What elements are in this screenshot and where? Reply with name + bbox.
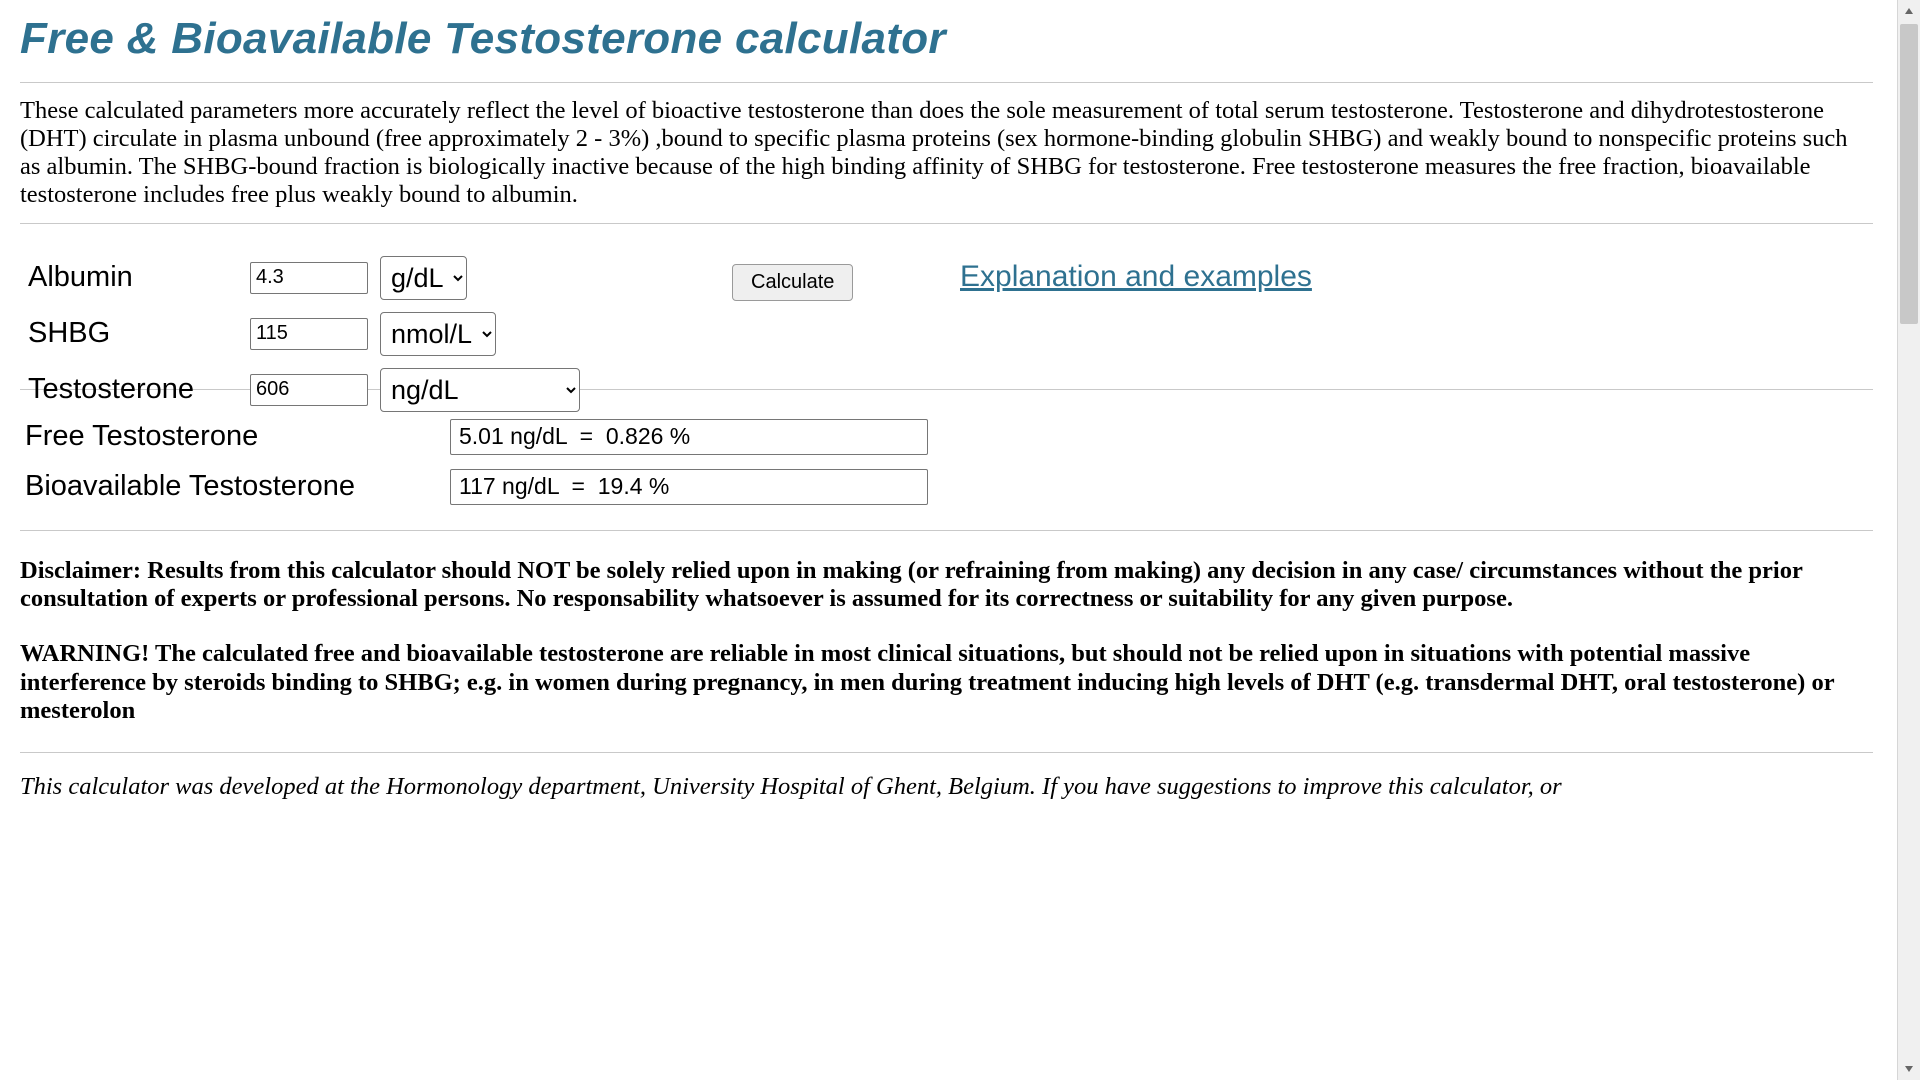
field-row-shbg [28,306,580,362]
footer-note: This calculator was developed at the Hormonology department, University Hospital of Ghent, Belgium. If you have suggestions to improve this calculator, or [20,772,1562,800]
explanation-link[interactable]: Explanation and examples [960,259,1312,293]
results-panel [20,390,1873,530]
scroll-up-icon[interactable] [1898,0,1920,22]
scrollbar-thumb[interactable] [1900,24,1918,324]
free-testosterone-output [450,419,928,455]
label-testosterone: Testosterone [28,373,195,406]
albumin-input[interactable] [250,262,368,294]
scroll-down-icon[interactable] [1898,1058,1920,1080]
field-row-albumin [28,250,580,306]
shbg-unit-select[interactable] [380,312,496,356]
calculate-button[interactable]: Calculate [732,264,853,301]
divider-top [20,82,1873,83]
label-shbg: SHBG [28,317,111,350]
disclaimer-text: Disclaimer: Results from this calculator should NOT be solely relied upon in making (or refraining from making) any decision in any case/ circumstances without the prior consultation of experts or professional persons. No responsability whatsoever is assumed for its correctness or suitability for any given purpose. [20,556,1803,613]
label-albumin: Albumin [28,261,133,294]
bioavailable-testosterone-output [450,469,928,505]
result-row-bioavailable [20,462,1873,512]
result-row-free [20,412,1873,462]
warning-text: WARNING! The calculated free and bioavailable testosterone are reliable in most clinical situations, but should not be relied upon in situations with potential massive interference by steroids binding to SHBG; e.g. in women during pregnancy, in men during treatment inducing high levels of DHT (e.g. transdermal DHT, oral testosterone) or mesterolon [20,640,1835,725]
divider-results-bottom [20,530,1873,531]
intro-paragraph: These calculated parameters more accurately reflect the level of bioactive testosterone than does the sole measurement of total serum testosterone. Testosterone and dihydrotestosterone (DHT) circulate in plasma unbound (free approximately 2 - 3%) ,bound to specific plasma proteins (sex hormone-binding globulin SHBG) and weakly bound to nonspecific proteins such as albumin. The SHBG-bound fraction is biologically inactive because of the high binding affinity of SHBG for testosterone. Free testosterone measures the free fraction, bioavailable testosterone includes free plus weakly bound to albumin. [20,97,1848,208]
page-title: Free & Bioavailable Testosterone calculator [20,14,946,63]
shbg-input[interactable] [250,318,368,350]
label-bioavailable-testosterone: Bioavailable Testosterone [25,470,355,503]
albumin-unit-select[interactable] [380,256,467,300]
label-free-testosterone: Free Testosterone [25,420,259,453]
divider-footer [20,752,1873,753]
input-form [20,224,1873,406]
vertical-scrollbar[interactable] [1897,0,1920,1080]
